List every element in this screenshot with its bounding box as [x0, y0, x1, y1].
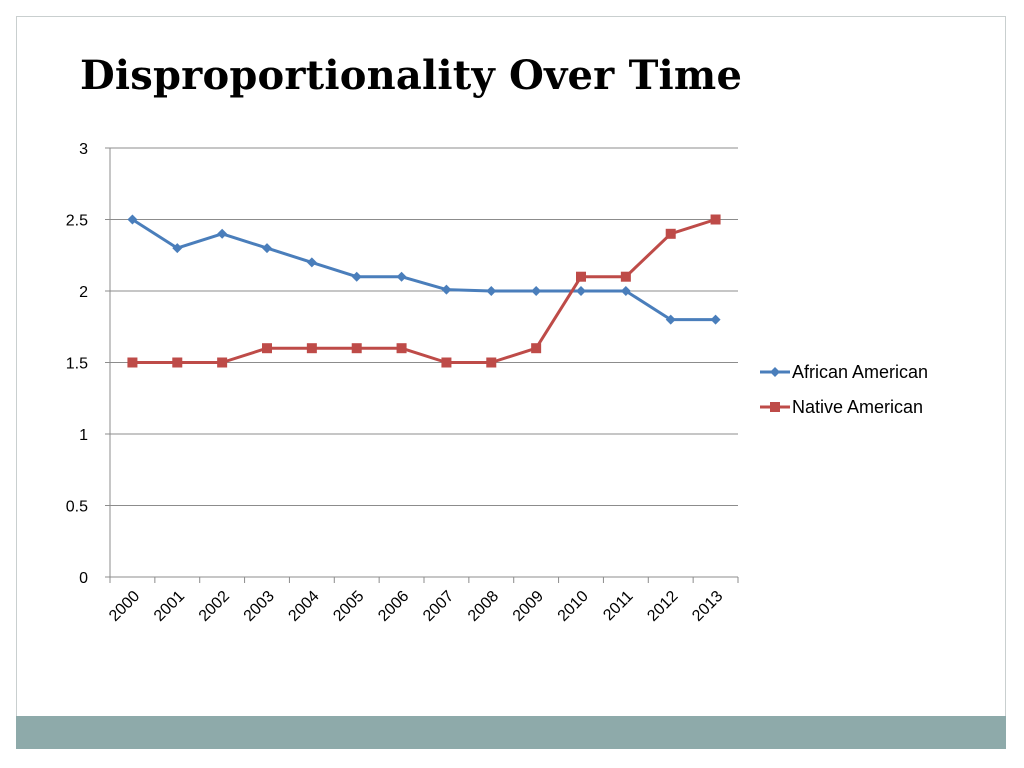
- data-point: [621, 272, 631, 282]
- data-point: [262, 343, 272, 353]
- x-tick-label: 2006: [375, 587, 413, 625]
- y-tick-label: 3: [79, 141, 88, 158]
- data-point: [486, 358, 496, 368]
- data-point: [441, 358, 451, 368]
- data-point: [217, 229, 227, 239]
- x-tick-label: 2004: [285, 587, 323, 625]
- x-tick-label: 2009: [509, 587, 547, 625]
- x-tick-label: 2011: [600, 587, 637, 625]
- chart-title: Disproportionality Over Time: [80, 52, 743, 99]
- data-point: [352, 343, 362, 353]
- x-tick-label: 2002: [195, 587, 233, 625]
- data-point: [531, 343, 541, 353]
- data-point: [576, 286, 586, 296]
- y-tick-label: 1: [79, 427, 88, 444]
- legend-label: African American: [792, 362, 929, 382]
- data-point: [307, 257, 317, 267]
- x-tick-label: 2013: [689, 587, 727, 625]
- data-point: [397, 343, 407, 353]
- axes: [66, 141, 738, 625]
- footer-bar: [16, 716, 1006, 749]
- y-tick-label: 0: [79, 570, 88, 587]
- data-point: [352, 272, 362, 282]
- x-tick-label: 2007: [420, 587, 458, 625]
- x-tick-label: 2003: [240, 587, 278, 625]
- data-point: [397, 272, 407, 282]
- x-tick-label: 2010: [554, 587, 592, 625]
- data-point: [711, 315, 721, 325]
- x-tick-label: 2012: [644, 587, 682, 625]
- legend-marker: [770, 367, 780, 377]
- x-tick-label: 2000: [106, 587, 144, 625]
- data-point: [666, 229, 676, 239]
- x-tick-label: 2005: [330, 587, 368, 625]
- legend-marker: [770, 402, 780, 412]
- data-point: [172, 358, 182, 368]
- data-point: [531, 286, 541, 296]
- data-point: [441, 285, 451, 295]
- x-tick-label: 2008: [464, 587, 503, 625]
- y-tick-label: 2.5: [65, 212, 88, 230]
- y-tick-label: 2: [79, 284, 88, 301]
- y-tick-label: 1.5: [65, 355, 88, 373]
- y-tick-label: 0.5: [65, 498, 88, 516]
- data-point: [307, 343, 317, 353]
- legend: [760, 362, 928, 417]
- data-point: [217, 358, 227, 368]
- data-point: [711, 215, 721, 225]
- data-point: [576, 272, 586, 282]
- data-point: [262, 243, 272, 253]
- x-tick-label: 2001: [150, 587, 189, 625]
- data-point: [486, 286, 496, 296]
- legend-label: Native American: [792, 397, 924, 417]
- data-point: [127, 358, 137, 368]
